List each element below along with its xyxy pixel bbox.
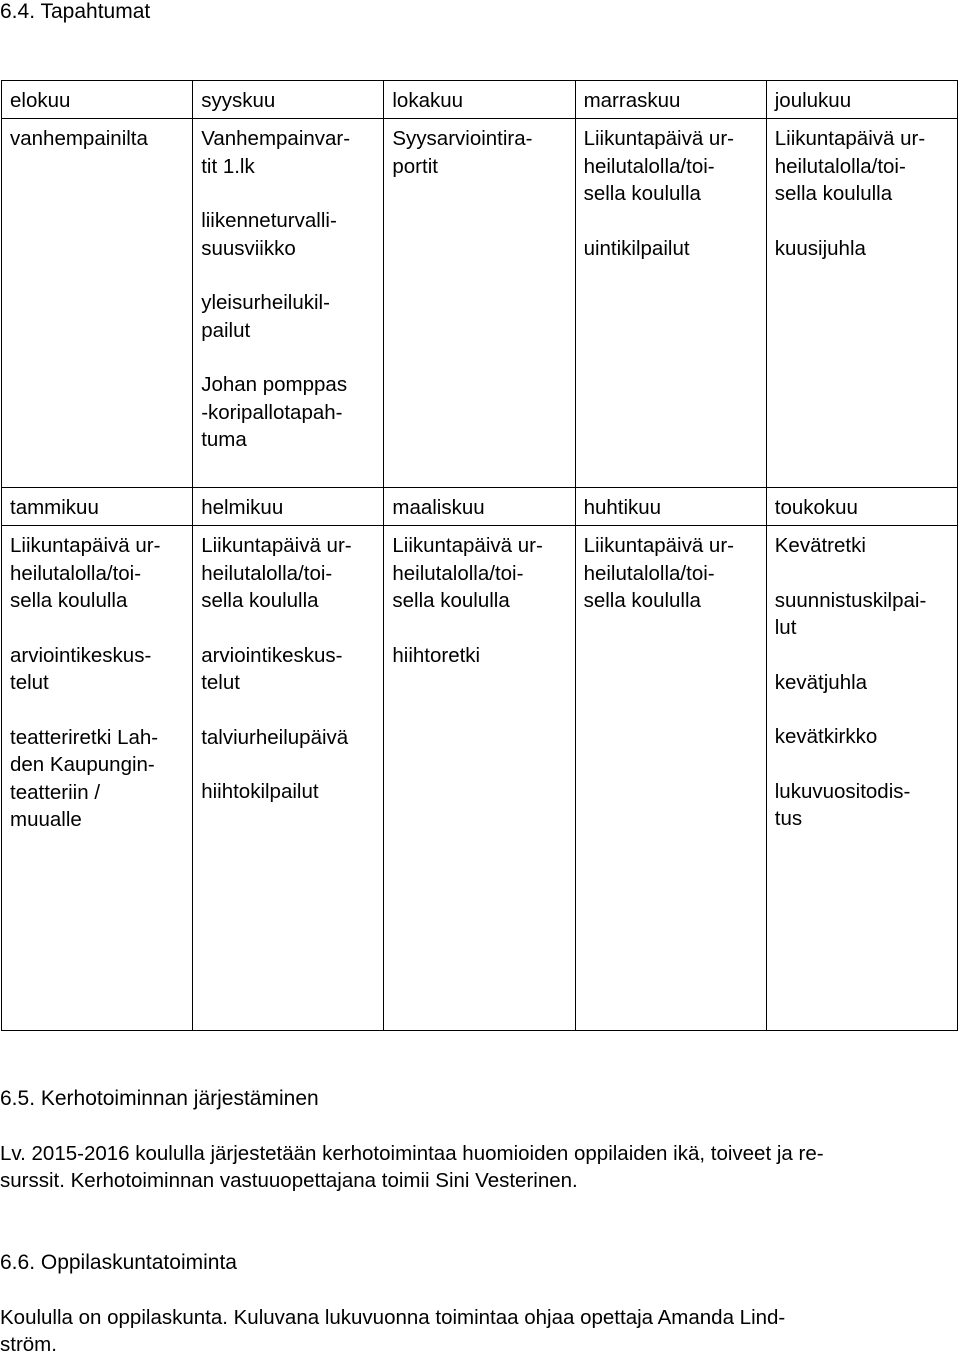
- event-text-line: arviointikeskus-: [201, 643, 343, 667]
- event-entry: [201, 371, 377, 454]
- event-entry: [775, 669, 951, 697]
- month-header-cell: [193, 488, 384, 526]
- event-text-line: liikenneturvalli-: [201, 209, 337, 232]
- month-header-cell: [575, 81, 766, 119]
- events-table-autumn: [1, 80, 958, 488]
- event-entry: [392, 642, 568, 670]
- event-entry: [201, 642, 377, 697]
- events-cell: [384, 119, 575, 488]
- event-text-line: uintikilpailut: [583, 236, 690, 260]
- month-name: lokakuu: [392, 89, 464, 112]
- event-entry: [392, 125, 568, 180]
- event-entry: [775, 587, 951, 642]
- event-text-line: heilutalolla/toi-: [10, 561, 142, 585]
- event-text-line: heilutalolla/toi-: [392, 561, 524, 585]
- event-text-line: heilutalolla/toi-: [583, 154, 715, 178]
- month-name: maaliskuu: [392, 496, 485, 519]
- month-name: helmikuu: [201, 496, 284, 519]
- events-cell: [766, 119, 957, 488]
- event-text-line: tus: [774, 807, 803, 830]
- section-heading-clubs: 6.5. Kerhotoiminnan järjestäminen: [0, 1087, 319, 1110]
- event-entry: [584, 235, 760, 263]
- month-name: marraskuu: [583, 89, 681, 112]
- event-entry: [201, 125, 377, 180]
- event-text-line: suunnistuskilpai-: [774, 588, 927, 612]
- month-name: syyskuu: [201, 89, 276, 112]
- event-text-line: heilutalolla/toi-: [201, 561, 333, 585]
- event-text-line: lut: [774, 616, 797, 639]
- event-text-line: sella koululla: [10, 589, 128, 612]
- events-cell: [384, 526, 575, 1031]
- event-text-line: muualle: [10, 808, 82, 831]
- month-name: elokuu: [10, 89, 71, 112]
- month-header-row: [2, 81, 958, 119]
- section-heading-events: 6.4. Tapahtumat: [0, 0, 151, 23]
- event-text-line: sella koululla: [774, 182, 893, 205]
- event-text-line: sella koululla: [583, 182, 701, 205]
- event-entry: [775, 125, 951, 208]
- event-text-line: -koripallotapah-: [201, 400, 343, 424]
- event-text-line: kuusijuhla: [774, 236, 866, 260]
- event-text-line: lukuvuositodis-: [774, 779, 911, 803]
- month-header-cell: [193, 81, 384, 119]
- event-text-line: den Kaupungin-: [10, 753, 155, 776]
- event-entry: [10, 642, 186, 697]
- event-entry: [392, 532, 568, 615]
- event-entry: [775, 723, 951, 751]
- event-text-line: yleisurheilukil-: [201, 291, 330, 314]
- month-header-cell: [575, 488, 766, 526]
- event-entry: [10, 532, 186, 615]
- clubs-paragraph: [0, 1140, 960, 1194]
- paragraph-line: surssit. Kerhotoiminnan vastuuopettajana toimii Sini Vesterinen.: [0, 1169, 578, 1192]
- events-cell: [575, 119, 766, 488]
- event-text-line: Liikuntapäivä ur-: [774, 127, 926, 150]
- event-entry: [775, 778, 951, 833]
- event-entry: [775, 532, 951, 560]
- event-text-line: teatteriin /: [10, 780, 101, 804]
- event-text-line: heilutalolla/toi-: [583, 561, 715, 585]
- event-text-line: suusviikko: [201, 236, 296, 260]
- month-header-cell: [766, 488, 957, 526]
- event-text-line: Liikuntapäivä ur-: [10, 534, 161, 557]
- event-entry: [10, 125, 186, 153]
- event-entry: [201, 724, 377, 752]
- event-text-line: kevätjuhla: [774, 670, 868, 694]
- event-entry: [201, 289, 377, 344]
- month-name: toukokuu: [774, 496, 858, 519]
- events-cell: [2, 119, 193, 488]
- student-council-paragraph: [0, 1304, 960, 1358]
- events-table-spring: [1, 487, 958, 1031]
- month-header-cell: [2, 488, 193, 526]
- month-header-cell: [2, 81, 193, 119]
- event-text-line: Syysarviointira-: [392, 127, 533, 150]
- event-entry: [10, 724, 186, 834]
- section-heading-student-council: 6.6. Oppilaskuntatoiminta: [0, 1251, 237, 1274]
- event-text-line: sella koululla: [392, 589, 510, 612]
- event-entry: [201, 532, 377, 615]
- event-text-line: arviointikeskus-: [10, 643, 152, 667]
- event-entry: [584, 125, 760, 208]
- event-text-line: portit: [392, 154, 438, 178]
- paragraph-line: Lv. 2015-2016 koululla järjestetään kerhotoimintaa huomioiden oppilaiden ikä, toiveet ja re-: [0, 1142, 824, 1165]
- event-text-line: telut: [201, 671, 240, 694]
- events-cell: [193, 526, 384, 1031]
- event-text-line: Kevätretki: [774, 534, 866, 557]
- event-text-line: vanhempainilta: [10, 127, 148, 150]
- event-entry: [584, 532, 760, 615]
- paragraph-line: Koululla on oppilaskunta. Kuluvana lukuvuonna toimintaa ohjaa opettaja Amanda Lind-: [0, 1306, 786, 1329]
- event-text-line: telut: [10, 671, 49, 694]
- month-header-row: [2, 488, 958, 526]
- event-text-line: Vanhempainvar-: [201, 127, 351, 150]
- event-text-line: teatteriretki Lah-: [10, 725, 159, 749]
- event-text-line: tit 1.lk: [201, 154, 255, 178]
- month-name: joulukuu: [774, 89, 852, 112]
- event-entry: [201, 778, 377, 806]
- event-text-line: hiihtoretki: [392, 643, 481, 667]
- month-name: tammikuu: [10, 496, 99, 519]
- events-cell: [193, 119, 384, 488]
- event-text-line: kevätkirkko: [774, 725, 878, 748]
- event-text-line: Liikuntapäivä ur-: [392, 534, 543, 557]
- event-entry: [775, 235, 951, 263]
- event-text-line: pailut: [201, 318, 251, 342]
- events-cell: [575, 526, 766, 1031]
- event-text-line: talviurheilupäivä: [201, 725, 349, 749]
- event-text-line: Liikuntapäivä ur-: [583, 534, 734, 557]
- event-text-line: sella koululla: [583, 589, 701, 612]
- events-row: [2, 119, 958, 488]
- month-header-cell: [384, 488, 575, 526]
- event-text-line: Liikuntapäivä ur-: [583, 127, 734, 150]
- events-cell: [2, 526, 193, 1031]
- month-header-cell: [766, 81, 957, 119]
- event-text-line: tuma: [201, 428, 247, 451]
- event-text-line: sella koululla: [201, 589, 319, 612]
- month-name: huhtikuu: [583, 496, 662, 519]
- month-header-cell: [384, 81, 575, 119]
- event-entry: [201, 207, 377, 262]
- event-text-line: hiihtokilpailut: [201, 780, 319, 803]
- event-text-line: Johan pomppas: [201, 373, 348, 396]
- paragraph-line: ström.: [0, 1333, 57, 1356]
- events-row: [2, 526, 958, 1031]
- events-cell: [766, 526, 957, 1031]
- event-text-line: heilutalolla/toi-: [774, 154, 906, 178]
- event-text-line: Liikuntapäivä ur-: [201, 534, 352, 557]
